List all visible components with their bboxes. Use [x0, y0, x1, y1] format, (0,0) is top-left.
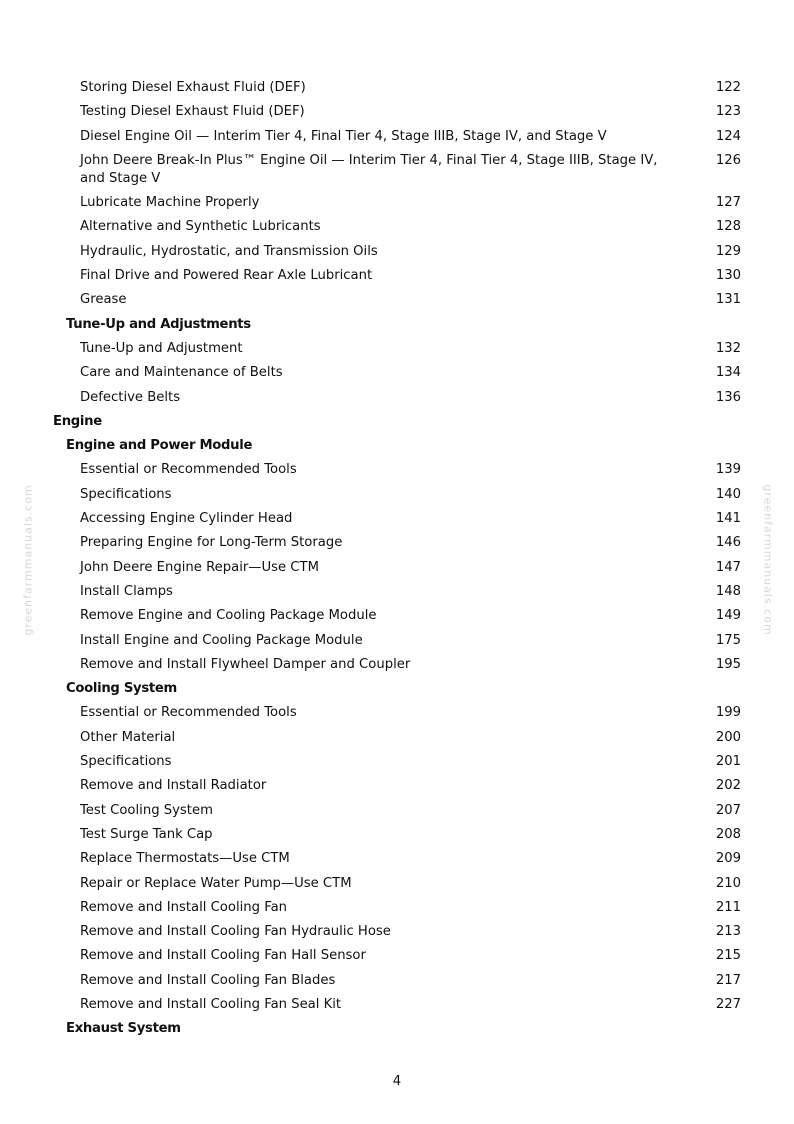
toc-entry[interactable] — [0, 823, 794, 847]
toc-title: Storing Diesel Exhaust Fluid (DEF) — [80, 80, 306, 95]
toc-entry[interactable] — [0, 100, 794, 124]
toc-page-number: 148 — [715, 583, 741, 599]
toc-page-number: 201 — [715, 754, 741, 770]
toc-entry[interactable] — [0, 507, 794, 531]
toc-entry[interactable] — [0, 944, 794, 968]
toc-page-number: 211 — [715, 899, 741, 915]
toc-title: Remove and Install Cooling Fan Seal Kit — [80, 996, 342, 1012]
toc-entry[interactable] — [0, 556, 794, 580]
page-number: 4 — [392, 1074, 402, 1089]
toc-title: Tune-Up and Adjustment — [80, 340, 243, 356]
toc-page-number: 131 — [715, 292, 741, 308]
toc-entry[interactable] — [0, 799, 794, 823]
toc-page-number: 140 — [715, 486, 741, 502]
toc-entry[interactable] — [0, 750, 794, 774]
toc-title: Hydraulic, Hydrostatic, and Transmission Oils — [80, 243, 378, 259]
toc-page-number: 209 — [715, 851, 741, 867]
toc-entry[interactable] — [0, 337, 794, 361]
toc-page-number: 139 — [715, 462, 741, 478]
toc-page-number: 130 — [715, 268, 741, 284]
toc-entry[interactable] — [0, 653, 794, 677]
toc-section-heading — [0, 434, 794, 458]
toc-title: Specifications — [80, 754, 172, 770]
toc-entry[interactable] — [0, 264, 794, 288]
toc-page-number: 146 — [715, 535, 741, 551]
toc-section-heading — [0, 313, 794, 337]
toc-page-number: 126 — [715, 152, 741, 168]
toc-title: Defective Belts — [80, 389, 181, 405]
toc-page-number: 132 — [715, 340, 741, 356]
toc-entry[interactable] — [0, 215, 794, 239]
toc-title: Replace Thermostats—Use CTM — [80, 851, 290, 867]
toc-entry[interactable] — [0, 629, 794, 653]
toc-title: Remove and Install Cooling Fan Hall Sensor — [80, 948, 366, 964]
toc-entry[interactable] — [0, 872, 794, 896]
toc-title: Remove and Install Flywheel Damper and Coupler — [80, 656, 411, 672]
toc-page-number: 141 — [715, 511, 741, 527]
toc-entry[interactable] — [0, 386, 794, 410]
toc-entry[interactable] — [0, 531, 794, 555]
toc-page-number: 202 — [715, 778, 741, 794]
toc-entry[interactable] — [0, 920, 794, 944]
toc-title: Test Surge Tank Cap — [80, 826, 213, 842]
toc-page-number: 199 — [715, 705, 741, 721]
toc-entry[interactable] — [0, 847, 794, 871]
toc-page-number: 215 — [715, 948, 741, 964]
toc-entry[interactable] — [0, 191, 794, 215]
toc-title: Install Engine and Cooling Package Module — [80, 632, 363, 648]
toc-entry[interactable] — [0, 125, 794, 149]
toc-page-number: 127 — [715, 195, 741, 211]
toc-entry[interactable] — [0, 361, 794, 385]
toc-title: Care and Maintenance of Belts — [80, 365, 283, 381]
toc-entry[interactable] — [0, 701, 794, 725]
toc-entry[interactable] — [0, 726, 794, 750]
toc-page-number: 123 — [715, 104, 741, 120]
toc-page-number: 213 — [715, 924, 741, 940]
toc-title: Install Clamps — [80, 583, 173, 599]
toc-chapter-heading — [0, 410, 794, 434]
toc-title: Engine and Power Module — [66, 438, 253, 454]
toc-entry[interactable] — [0, 483, 794, 507]
toc-page-number: 227 — [715, 996, 741, 1012]
toc-entry[interactable] — [0, 580, 794, 604]
toc-page-number: 122 — [715, 80, 741, 95]
toc-section-heading — [0, 677, 794, 701]
toc-title: John Deere Break-In Plus™ Engine Oil — Interim Tier 4, Final Tier 4, Stage IIIB, Stage IV, and Stage V — [80, 152, 658, 186]
toc-title: Engine — [53, 413, 102, 429]
toc-title: Lubricate Machine Properly — [80, 195, 260, 211]
toc-entry[interactable] — [0, 774, 794, 798]
toc-title: Exhaust System — [66, 1021, 181, 1037]
toc-title: Grease — [80, 292, 127, 308]
toc-title: Final Drive and Powered Rear Axle Lubricant — [80, 268, 373, 284]
toc-page-number: 147 — [715, 559, 741, 575]
toc-page-number: 200 — [715, 729, 741, 745]
toc-page-number: 136 — [715, 389, 741, 405]
toc-page-number: 208 — [715, 826, 741, 842]
toc-title: Remove and Install Radiator — [80, 778, 267, 794]
toc-page-number: 134 — [715, 365, 741, 381]
toc-title: John Deere Engine Repair—Use CTM — [80, 559, 319, 575]
toc-entry[interactable] — [0, 458, 794, 482]
toc-page-number: 210 — [715, 875, 741, 891]
toc-title: Repair or Replace Water Pump—Use CTM — [80, 875, 352, 891]
toc-entry[interactable] — [0, 993, 794, 1017]
toc-page-number: 217 — [715, 972, 741, 988]
toc-entry[interactable] — [0, 288, 794, 312]
toc-title: Testing Diesel Exhaust Fluid (DEF) — [80, 104, 305, 120]
watermark-left: greenfarmmanuals.com — [21, 484, 35, 636]
table-of-contents — [0, 76, 794, 1042]
toc-title: Other Material — [80, 729, 176, 745]
toc-page-number: 128 — [715, 219, 741, 235]
toc-entry[interactable] — [0, 604, 794, 628]
toc-page-number: 124 — [715, 128, 741, 144]
toc-title: Remove and Install Cooling Fan Blades — [80, 972, 336, 988]
toc-title: Tune-Up and Adjustments — [66, 316, 251, 332]
toc-page-number: 207 — [715, 802, 741, 818]
toc-title: Accessing Engine Cylinder Head — [80, 511, 293, 527]
toc-title: Specifications — [80, 486, 172, 502]
toc-page-number: 129 — [715, 243, 741, 259]
toc-title: Test Cooling System — [80, 802, 213, 818]
toc-page-number: 195 — [715, 656, 741, 672]
toc-title: Preparing Engine for Long-Term Storage — [80, 535, 343, 551]
toc-title: Cooling System — [66, 681, 177, 697]
toc-title: Essential or Recommended Tools — [80, 705, 297, 721]
toc-title: Remove and Install Cooling Fan Hydraulic Hose — [80, 924, 391, 940]
toc-entry[interactable] — [0, 149, 794, 191]
toc-entry[interactable] — [0, 896, 794, 920]
toc-page-number: 175 — [715, 632, 741, 648]
toc-entry[interactable] — [0, 76, 794, 100]
toc-title: Remove Engine and Cooling Package Module — [80, 608, 377, 624]
watermark-right: greenfarmmanuals.com — [761, 484, 775, 636]
toc-title: Essential or Recommended Tools — [80, 462, 297, 478]
toc-title: Alternative and Synthetic Lubricants — [80, 219, 321, 235]
toc-title: Diesel Engine Oil — Interim Tier 4, Final Tier 4, Stage IIIB, Stage IV, and Stage V — [80, 128, 607, 144]
toc-title: Remove and Install Cooling Fan — [80, 899, 288, 915]
toc-page-number: 149 — [715, 608, 741, 624]
toc-entry[interactable] — [0, 240, 794, 264]
toc-section-heading — [0, 1017, 794, 1041]
toc-entry[interactable] — [0, 969, 794, 993]
